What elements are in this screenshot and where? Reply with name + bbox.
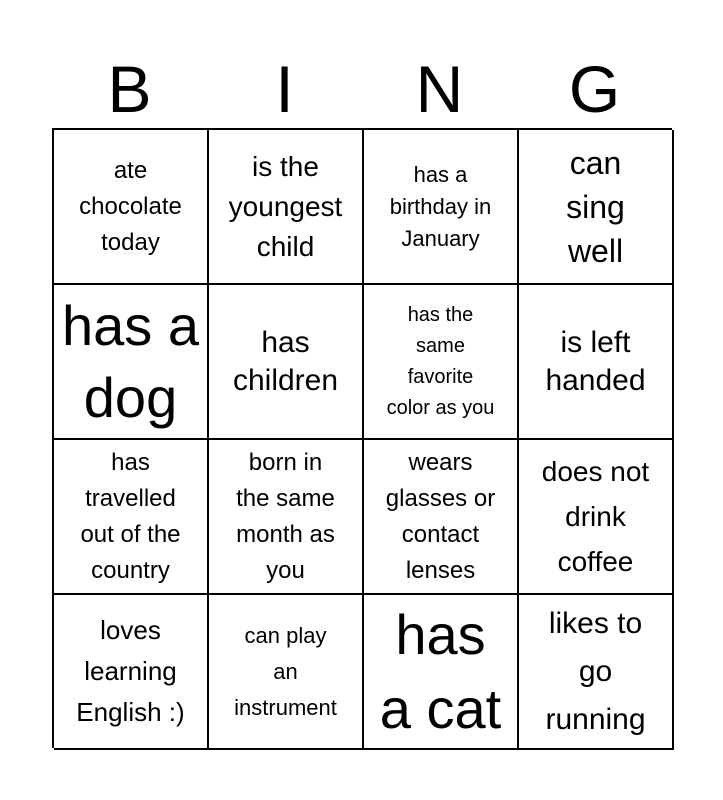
bingo-cell	[519, 130, 674, 285]
bingo-cell	[364, 440, 519, 595]
bingo-cell	[364, 130, 519, 285]
bingo-cell	[364, 595, 519, 750]
cell-text: can play an instrument	[234, 622, 337, 720]
bingo-cell	[54, 440, 209, 595]
cell-text: can sing well	[566, 144, 625, 269]
cell-text: wears glasses or contact lenses	[385, 448, 496, 584]
cell-text: has a dog	[62, 293, 199, 429]
bingo-cell	[209, 285, 364, 440]
cell-text: does not drink coffee	[541, 456, 650, 577]
cell-text: has the same favorite color as you	[386, 303, 495, 419]
bingo-cell	[364, 285, 519, 440]
cell-text: has a cat	[379, 602, 502, 740]
header-letter-n: N	[415, 52, 464, 126]
cell-text: born in the same month as you	[236, 448, 335, 584]
bingo-cell	[54, 285, 209, 440]
cell-text: is the youngest child	[228, 150, 343, 262]
bingo-grid	[52, 128, 672, 748]
bingo-cell	[209, 440, 364, 595]
bingo-header	[52, 50, 672, 128]
bingo-cell	[54, 130, 209, 285]
cell-text: loves learning English :)	[76, 615, 185, 727]
cell-text: has children	[232, 325, 339, 397]
bingo-cell	[519, 440, 674, 595]
bingo-cell	[519, 595, 674, 750]
cell-text: has travelled out of the country	[80, 448, 181, 584]
header-letter-b: B	[107, 52, 152, 126]
cell-text: is left handed	[545, 325, 646, 397]
bingo-cell	[209, 595, 364, 750]
bingo-cell	[54, 595, 209, 750]
bingo-cell	[519, 285, 674, 440]
header-letter-g: G	[568, 52, 621, 126]
header-letter-i: I	[275, 52, 294, 126]
cell-text: likes to go running	[545, 606, 646, 736]
cell-text: has a birthday in January	[389, 161, 492, 251]
bingo-cell	[209, 130, 364, 285]
cell-text: ate chocolate today	[79, 156, 182, 256]
